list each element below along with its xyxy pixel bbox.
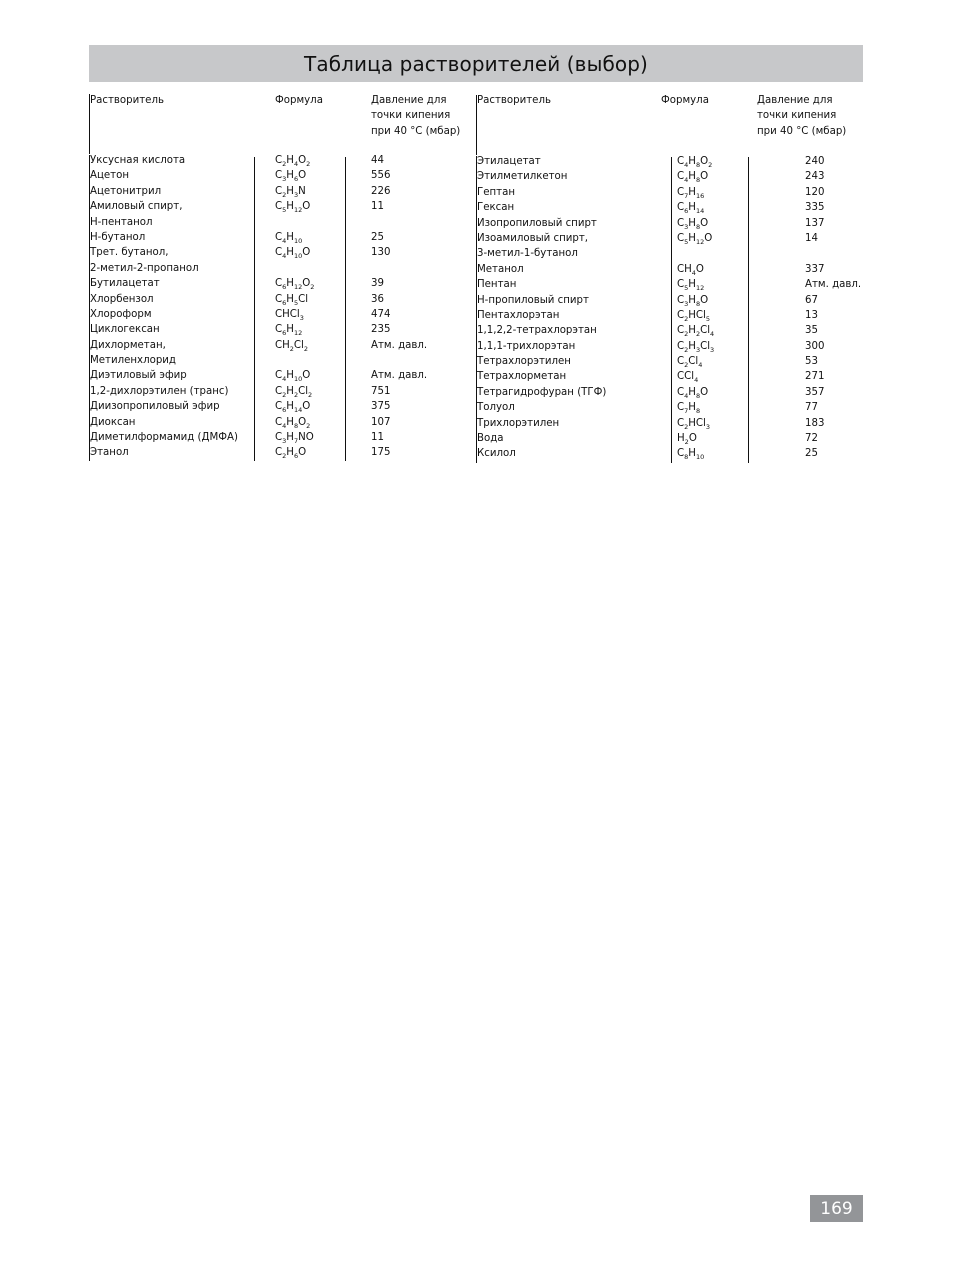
solvent-name: Тетрахлорэтилен (477, 356, 571, 368)
boiling-pressure: 130 (371, 247, 391, 259)
solvent-name: Трихлорэтилен (477, 417, 560, 429)
solvent-formula: $C_3H_8O$ (677, 217, 709, 231)
solvent-name: Ксилол (477, 448, 516, 460)
solvent-name: Метанол (477, 263, 524, 275)
solvent-name: Н-бутанол (90, 231, 146, 243)
solvent-name: Ацетон (90, 170, 129, 182)
solvent-formula: $CH_2Cl_2$ (275, 339, 309, 353)
solvent-name: Бутилацетат (90, 278, 160, 290)
boiling-pressure: Атм. давл. (805, 279, 862, 291)
column-divider (254, 157, 255, 461)
solvent-formula: $C_3H_6O$ (275, 170, 307, 184)
boiling-pressure: 337 (805, 263, 825, 275)
solvent-formula: $C_6H_{14}$ (677, 202, 705, 216)
solvent-formula: $C_4H_8O_2$ (275, 416, 311, 430)
boiling-pressure: 14 (805, 232, 818, 244)
header-solvent: Растворитель (90, 95, 164, 106)
page-number: 169 (810, 1195, 863, 1222)
solvent-formula: $C_6H_{12}$ (275, 324, 303, 338)
solvent-name: Уксусная кислота (90, 155, 186, 166)
boiling-pressure: 67 (805, 294, 818, 306)
header-formula: Формула (661, 95, 709, 106)
column-divider (345, 157, 346, 461)
boiling-pressure: 39 (371, 278, 384, 290)
solvent-name: 1,1,2,2-тетрахлорэтан (477, 325, 597, 337)
solvent-name: 3-метил-1-бутанол (477, 248, 578, 260)
solvent-formula: $C_6H_{14}O$ (275, 401, 311, 415)
boiling-pressure: 107 (371, 416, 391, 428)
solvent-name: Этилацетат (477, 156, 541, 167)
solvent-formula: $C_7H_8$ (677, 402, 701, 416)
solvent-name: Н-пентанол (90, 216, 153, 228)
boiling-pressure: Атм. давл. (371, 370, 428, 382)
boiling-pressure: 556 (371, 170, 391, 182)
column-divider (671, 157, 672, 463)
solvent-formula: $CH_4O$ (677, 263, 704, 277)
solvent-name: Трет. бутанол, (90, 247, 169, 259)
boiling-pressure: 271 (805, 371, 825, 383)
solvent-name: 1,2-дихлорэтилен (транс) (90, 385, 229, 397)
boiling-pressure: 183 (805, 417, 825, 429)
solvent-formula: $C_2HCl_3$ (677, 417, 711, 431)
boiling-pressure: 25 (371, 231, 384, 243)
solvent-formula: $C_4H_{10}$ (275, 231, 303, 245)
solvent-formula: $C_5H_{12}$ (677, 279, 705, 293)
solvent-formula: $H_2O$ (677, 433, 697, 447)
solvent-name: Гептан (477, 186, 515, 198)
solvent-formula: $C_2HCl_5$ (677, 309, 711, 323)
boiling-pressure: 357 (805, 386, 825, 398)
boiling-pressure: 120 (805, 186, 825, 198)
solvent-name: Тетрагидрофуран (ТГФ) (477, 386, 607, 398)
solvent-formula: $C_2H_4O_2$ (275, 155, 311, 168)
column-divider (476, 95, 477, 155)
solvent-formula: $C_7H_{16}$ (677, 186, 705, 200)
boiling-pressure: 35 (805, 325, 818, 337)
header-formula: Формула (275, 95, 323, 106)
solvent-name: Пентан (477, 279, 517, 291)
solvent-formula: $C_8H_{10}$ (677, 448, 705, 462)
solvent-formula: CHCl$_3$ (275, 308, 304, 322)
header-pressure: Давление для точки кипения при 40 °C (мбар) (757, 95, 847, 137)
solvent-name: Гексан (477, 202, 515, 214)
boiling-pressure: 243 (805, 171, 825, 183)
boiling-pressure: 72 (805, 433, 818, 445)
boiling-pressure: 751 (371, 385, 391, 397)
solvent-formula: $C_3H_8O$ (677, 294, 709, 308)
solvent-name: Хлороформ (90, 308, 152, 320)
boiling-pressure: 240 (805, 156, 825, 167)
solvent-name: Пентахлорэтан (477, 309, 560, 321)
boiling-pressure: Атм. давл. (371, 339, 428, 351)
boiling-pressure: 137 (805, 217, 825, 229)
boiling-pressure: 53 (805, 356, 818, 368)
solvent-formula: $C_2H_6O$ (275, 447, 307, 461)
solvent-formula: $C_6H_5Cl$ (275, 293, 309, 307)
boiling-pressure: 375 (371, 401, 391, 413)
solvent-name: Ацетонитрил (90, 185, 162, 197)
boiling-pressure: 226 (371, 185, 391, 197)
header-pressure: Давление для точки кипения при 40 °C (мбар) (371, 95, 461, 137)
solvent-name: Диэтиловый эфир (90, 370, 187, 382)
solvent-name: Вода (477, 433, 504, 445)
boiling-pressure: 175 (371, 447, 391, 459)
solvent-formula: $C_5H_{12}O$ (275, 201, 311, 215)
solvent-name: Циклогексан (90, 324, 160, 336)
solvent-name: Этанол (90, 447, 129, 459)
solvent-formula: $C_6H_{12}O_2$ (275, 278, 315, 292)
solvent-name: Диоксан (90, 416, 136, 428)
column-divider (89, 94, 90, 154)
column-divider (748, 157, 749, 463)
solvent-name: 2-метил-2-пропанол (90, 262, 199, 274)
solvent-formula: CCl$_4$ (677, 371, 699, 385)
solvent-name: Толуол (477, 402, 515, 414)
header-solvent: Растворитель (477, 95, 551, 106)
solvent-formula: $C_4H_8O_2$ (677, 156, 713, 169)
solvent-name: Тетрахлорметан (477, 371, 567, 383)
boiling-pressure: 11 (371, 201, 384, 213)
solvent-name: Дихлорметан, (90, 339, 166, 351)
solvent-name: Амиловый спирт, (90, 201, 183, 213)
solvent-name: 1,1,1-трихлорэтан (477, 340, 576, 352)
solvent-formula: $C_4H_{10}O$ (275, 370, 311, 384)
solvent-name: Метиленхлорид (90, 355, 176, 367)
solvent-formula: $C_3H_7NO$ (275, 432, 314, 446)
boiling-pressure: 36 (371, 293, 384, 305)
solvent-formula: $C_4H_8O$ (677, 171, 709, 185)
solvent-formula: $C_4H_{10}O$ (275, 247, 311, 261)
boiling-pressure: 44 (371, 155, 384, 166)
solvent-formula: $C_2H_2Cl_2$ (275, 385, 313, 399)
solvent-formula: $C_5H_{12}O$ (677, 232, 713, 246)
solvent-formula: $C_2H_3N$ (275, 185, 306, 199)
solvent-name: Диметилформамид (ДМФА) (90, 432, 238, 444)
boiling-pressure: 13 (805, 309, 818, 321)
solvent-formula: $C_2Cl_4$ (677, 356, 703, 370)
solvent-formula: $C_4H_8O$ (677, 386, 709, 400)
solvent-name: Н-пропиловый спирт (477, 294, 589, 306)
solvent-name: Изопропиловый спирт (477, 217, 597, 229)
page-title: Таблица растворителей (выбор) (89, 45, 863, 82)
solvent-formula: $C_2H_3Cl_3$ (677, 340, 715, 354)
boiling-pressure: 335 (805, 202, 825, 214)
boiling-pressure: 77 (805, 402, 818, 414)
boiling-pressure: 25 (805, 448, 818, 460)
solvent-formula: $C_2H_2Cl_4$ (677, 325, 715, 339)
boiling-pressure: 11 (371, 432, 384, 444)
solvent-name: Диизопропиловый эфир (90, 401, 220, 413)
boiling-pressure: 235 (371, 324, 391, 336)
boiling-pressure: 300 (805, 340, 825, 352)
solvent-name: Изоамиловый спирт, (477, 232, 588, 244)
boiling-pressure: 474 (371, 308, 391, 320)
solvent-name: Хлорбензол (90, 293, 154, 305)
solvent-name: Этилметилкетон (477, 171, 568, 183)
